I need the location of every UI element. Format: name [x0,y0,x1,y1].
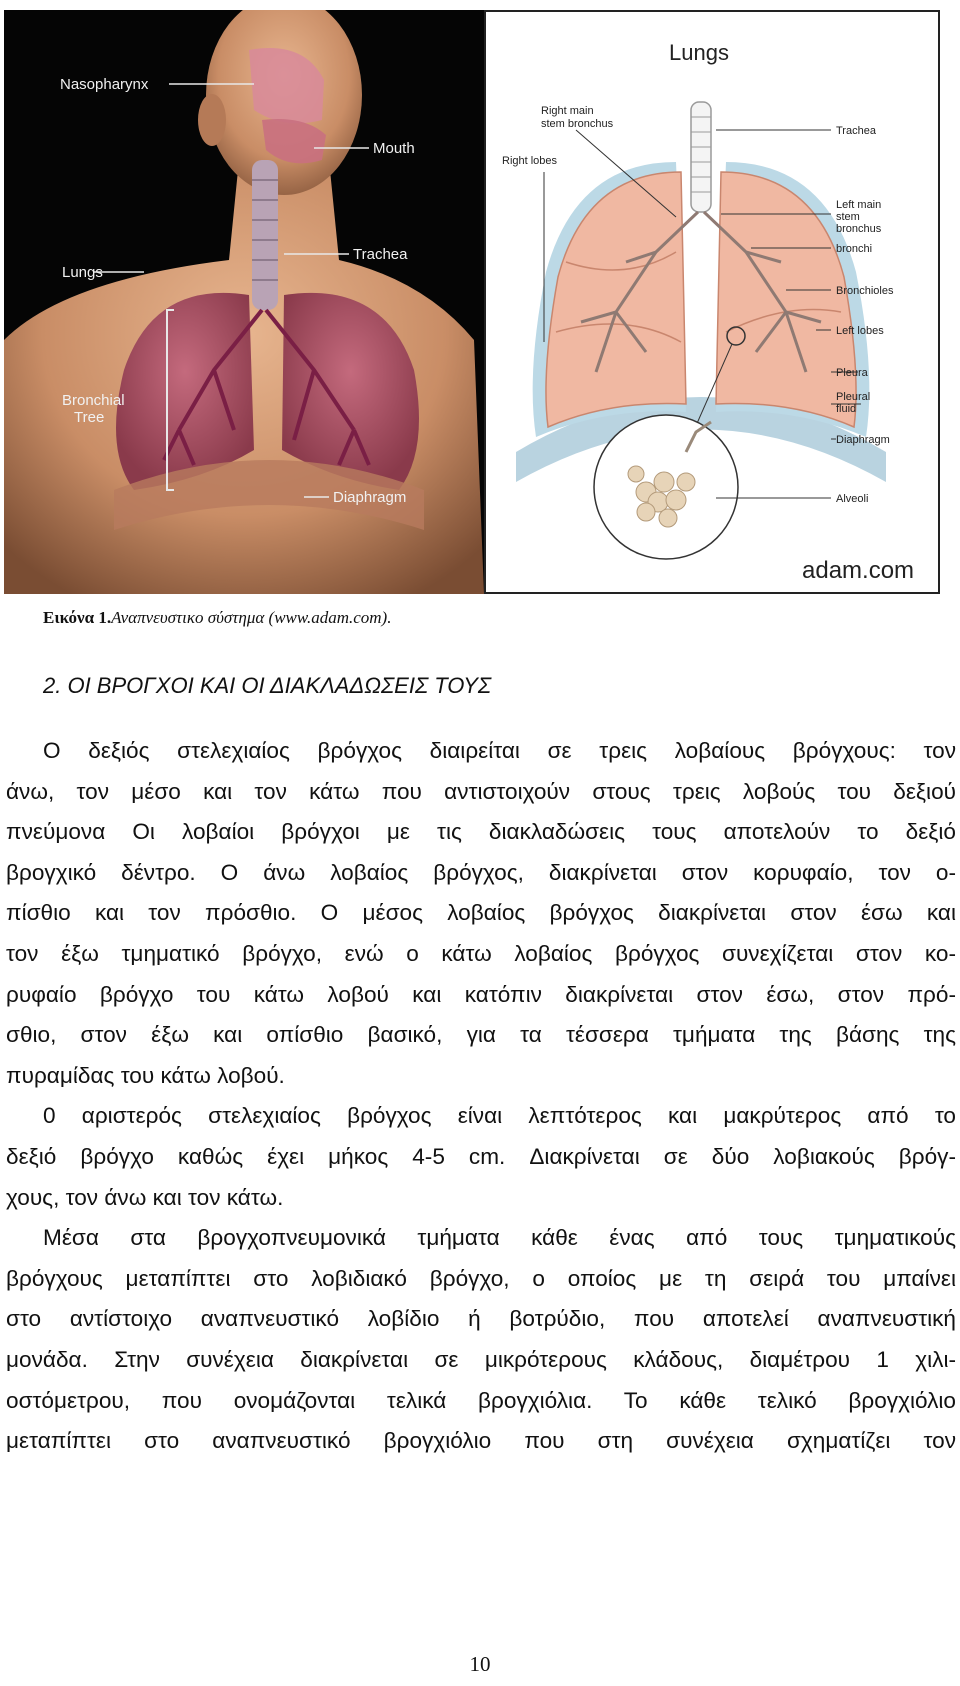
label-stem: stem [836,211,860,223]
page-number: 10 [469,1652,491,1676]
body-line: στο αντίστοιχο αναπνευστικό λοβίδιο ή βοτρύδιο, που αποτελεί αναπνευστική [6,1306,956,1332]
label-bronchioles: Bronchioles [836,285,894,297]
label-bronchus: bronchus [836,223,882,235]
body-line: μονάδα. Στην συνέχεια διακρίνεται σε μικρότερους κλάδους, διαμέτρου 1 χιλι- [6,1346,956,1372]
lungs-svg [486,12,938,592]
label-trachea-r: Trachea [836,125,876,137]
body-line: μεταπίπτει στο αναπνευστικό βρογχιόλιο που στη συνέχεια σχηματίζει τον [6,1428,956,1454]
brand-text: adam.com [802,557,915,584]
label-left-lobes: Left lobes [836,325,884,337]
label-trachea: Trachea [353,246,408,263]
body-line: βρογχικό δέντρο. Ο άνω λοβαίος βρόγχος, διακρίνεται στον κορυφαίο, τον ο- [6,859,956,885]
label-lungs: Lungs [62,264,103,281]
body-line: τον έξω τμηματικό βρόγχο, ενώ ο κάτω λοβαίος βρόγχος συνεχίζεται στον κο- [6,940,956,966]
body-line: δεξιό βρόγχο καθώς έχει μήκος 4-5 cm. Διακρίνεται σε δύο λοβιακούς βρόγ- [6,1143,956,1169]
body-line: σθιο, στον έξω και οπίσθιο βασικό, για τα τέσσερα τμήματα της βάσης της [6,1022,956,1048]
ear-shape [198,94,226,146]
label-mouth: Mouth [373,140,415,157]
label-alveoli: Alveoli [836,493,869,505]
body-line: βρόγχους μεταπίπτει στο λοβιδιακό βρόγχο, ο οποίος με τη σειρά του μπαίνει [6,1265,956,1291]
body-line: Μέσα στα βρογχοπνευμονικά τμήματα κάθε ένας από τους τμηματικούς [43,1225,956,1251]
label-stem-bronchus: stem bronchus [541,118,614,130]
caption-label: Εικόνα 1. [43,608,112,627]
body-line: οστόμετρου, που ονομάζονται τελικά βρογχιόλια. Το κάθε τελικό βρογχιόλιο [6,1387,956,1413]
body-text [6,731,956,1462]
label-nasopharynx: Nasopharynx [60,76,149,93]
label-bronchi: bronchi [836,243,873,255]
label-diaphragm: Diaphragm [333,489,407,506]
caption-text: Αναπνευστικο σύστημα (www.adam.com). [111,608,392,627]
label-pleural: Pleural [836,391,871,403]
torso-svg [4,10,484,594]
label-right-main: Right main [541,105,594,117]
body-line: άνω, τον μέσο και τον κάτω που αντιστοιχούν στους τρεις λοβούς του δεξιού [6,778,956,804]
label-right-lobes: Right lobes [502,155,558,167]
label-bronchial: Bronchial [62,392,125,409]
label-tree: Tree [74,409,105,426]
label-pleura: Pleura [836,367,868,379]
right-lung [546,172,686,427]
body-line: πνεύμονα Οι λοβαίοι βρόγχοι με τις διακλαδώσεις τους αποτελούν το δεξιό [6,819,956,845]
respiratory-figure [0,6,960,590]
section-heading: 2. ΟΙ ΒΡΟΓΧΟΙ ΚΑΙ ΟΙ ΔΙΑΚΛΑΔΩΣΕΙΣ ΤΟΥΣ [43,673,492,698]
label-fluid: fluid [836,403,857,415]
body-line: χους, τον άνω και τον κάτω. [6,1184,284,1210]
body-line: Ο δεξιός στελεχιαίος βρόγχος διαιρείται σε τρεις λοβαίους βρόγχους: τον [43,738,956,763]
figure-caption [43,608,391,628]
body-line: ρυφαίο βρόγχο του κάτω λοβού και κατόπιν διακρίνεται στον έσω, στον πρό- [6,981,956,1007]
trachea-shape [252,160,278,310]
lungs-diagram [484,10,940,594]
lungs-title: Lungs [669,40,729,65]
body-line: πυραμίδας του κάτω λοβού. [6,1062,285,1088]
label-left-main: Left main [836,199,882,211]
body-line: 0 αριστερός στελεχιαίος βρόγχος είναι λεπτότερος και μακρύτερος από το [43,1103,956,1129]
trachea [691,102,711,212]
torso-illustration [4,10,484,594]
body-line: πίσθιο και τον πρόσθιο. Ο μέσος λοβαίος βρόγχος διακρίνεται στον έσω και [6,900,956,926]
label-diaphragm-r: Diaphragm [836,434,890,446]
